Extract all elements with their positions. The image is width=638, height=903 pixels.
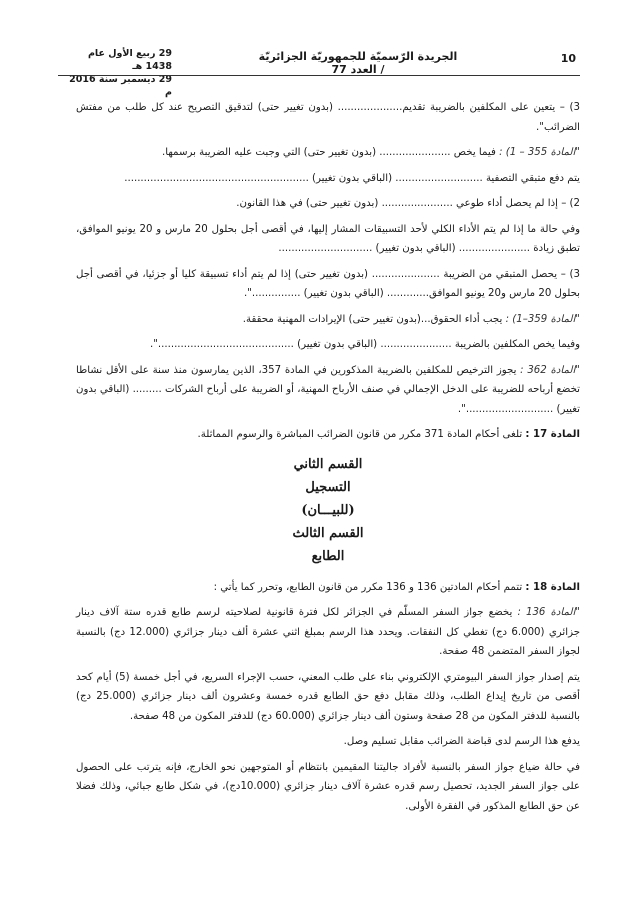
paragraph (76, 335, 580, 355)
section-heading: القسم الثالث (292, 525, 364, 541)
section-heading: التسجيل (305, 479, 351, 495)
paragraph (76, 98, 580, 137)
section-heading: القسم الثاني (293, 456, 363, 472)
header-rule (58, 75, 580, 76)
paragraph-label: "المادة 362 : (520, 364, 580, 376)
paragraph (76, 194, 580, 214)
journal-title: الجريدة الرّسميّة للجمهوريّة الجزائريّة / العدد 77 (258, 50, 458, 76)
paragraph-text: يتم إصدار جواز السفر البيومتري الإلكتروني بناء على طلب المعني، حسب الإجراء السريع، في أجل خمسة (5) أيام كحد أقصى من تاريخ إيداع الطلب، وذلك مقابل دفع حق الطابع قدره خمسة وعشرون ألف دينار جزائري (25.000 دج) بالنسبة للدفتر المكون من 28 صفحة وستون ألف دينار جزائري (60.000 دج) للدفتر المكون من 48 صفحة. (76, 671, 580, 722)
paragraph-label: "المادة 355 – 1) : (499, 147, 580, 158)
article-17 (76, 425, 580, 445)
paragraph-text: 3) – يتعين على المكلفين بالضريبة تقديم.................... (بدون تغيير حتى) لتدقيق التصريح عند كل طلب من مفتش الضرائب". (76, 102, 580, 133)
paragraph-text: يدفع هذا الرسم لدى قباضة الضرائب مقابل تسليم وصل. (343, 736, 580, 747)
paragraph-text: وفيما يخص المكلفين بالضريبة ...................... (الباقي بدون تغيير) ..........................................". (149, 339, 580, 350)
issue-date (62, 47, 172, 99)
paragraph (76, 732, 580, 752)
section-heading: الطابع (311, 548, 345, 564)
paragraph-text: 2) – إذا لم يحصل أداء طوعي ...................... (بدون تغيير حتى) في هذا القانون. (236, 198, 580, 209)
article-17-label: المادة 17 : (525, 429, 580, 440)
document-body (76, 98, 580, 822)
section-headings (76, 453, 580, 568)
paragraph (76, 169, 580, 189)
article-18 (76, 578, 580, 598)
paragraph (76, 758, 580, 817)
page-header (58, 44, 580, 98)
date-hijri: 29 ربيع الأول عام 1438 هـ (87, 48, 172, 72)
paragraph-label: "المادة 136 : (517, 607, 580, 618)
paragraph-text: 3) – يحصل المتبقي من الضريبة ..................... (بدون تغيير حتى) إذا لم يتم أداء تسبيقة كليا أو جزئيا، في أقصى أجل بحلول 20 مارس و20 يونيو الموافق............. (الباقي بدون تغيير) ...............". (76, 268, 580, 299)
paragraph-text: في حالة ضياع جواز السفر بالنسبة لأفراد جاليتنا المقيمين بانتظام أو المتوجهين نحو الخارج، فإنه يترتب على الحصول على جواز السفر الجديد، تحصيل رسم قدره عشرة آلاف دينار جزائري (10.000دج)، في شكل طابع جبائي، وذلك فضلا عن حق الطابع المذكور في الفقرة الأولى. (76, 761, 580, 812)
paragraph-text: يجوز الترخيص للمكلفين بالضريبة المذكورين في المادة 357، الذين يمارسون منذ سنة على الأقل نشاطا تخضع أرباحه للضريبة على الدخل الإجمالي في صنف الأرباح المهنية، أو الضريبة على أرباح الشركات ......... (الباقي بدون تغيير) ...........................". (76, 364, 580, 415)
section-heading: (للبيـــان) (301, 502, 355, 518)
paragraph-text: فيما يخص ...................... (بدون تغيير حتى) التي وجبت عليه الضريبة برسمها. (162, 147, 500, 158)
paragraph (76, 668, 580, 727)
article-18-label: المادة 18 : (525, 581, 580, 593)
paragraph (76, 361, 580, 420)
paragraph (76, 143, 580, 163)
paragraph-text: يخضع جواز السفر المسلّم في الجزائر لكل فترة قانونية لصلاحيته لرسم طابع قدره ستة آلاف دينار جزائري (6.000 دج) تغطي كل النفقات. ويحدد هذا الرسم بمبلغ اثني عشرة ألف دينار جزائري (12.000 دج) بالنسبة لجواز السفر المتضمن 48 صفحة. (76, 607, 580, 657)
paragraph-text: وفي حالة ما إذا لم يتم الأداء الكلي لأحد التسبيقات المشار إليها، في أقصى أجل بحلول 20 مارس و 20 يونيو الموافق، تطبق زيادة ...................... (الباقي بدون تغيير) ............................. (76, 223, 580, 254)
article-18-text: تتمم أحكام المادتين 136 و 136 مكرر من قانون الطابع، وتحرر كما يأتي : (213, 581, 526, 593)
paragraph (76, 603, 580, 662)
paragraph (76, 310, 580, 330)
paragraph-text: يجب أداء الحقوق...(بدون تغيير حتى) الإيرادات المهنية محققة. (242, 313, 506, 325)
page-number: 10 (560, 52, 576, 65)
paragraph (76, 265, 580, 304)
article-17-text: تلغى أحكام المادة 371 مكرر من قانون الضرائب المباشرة والرسوم المماثلة. (197, 429, 526, 440)
paragraph-text: يتم دفع متبقي التصفية ........................... (الباقي بدون تغيير) ......................................................... (124, 172, 580, 184)
paragraph-label: "المادة 359–1) : (505, 313, 580, 325)
paragraph (76, 220, 580, 259)
date-gregorian: 29 ديسمبر سنة 2016 م (69, 74, 172, 98)
